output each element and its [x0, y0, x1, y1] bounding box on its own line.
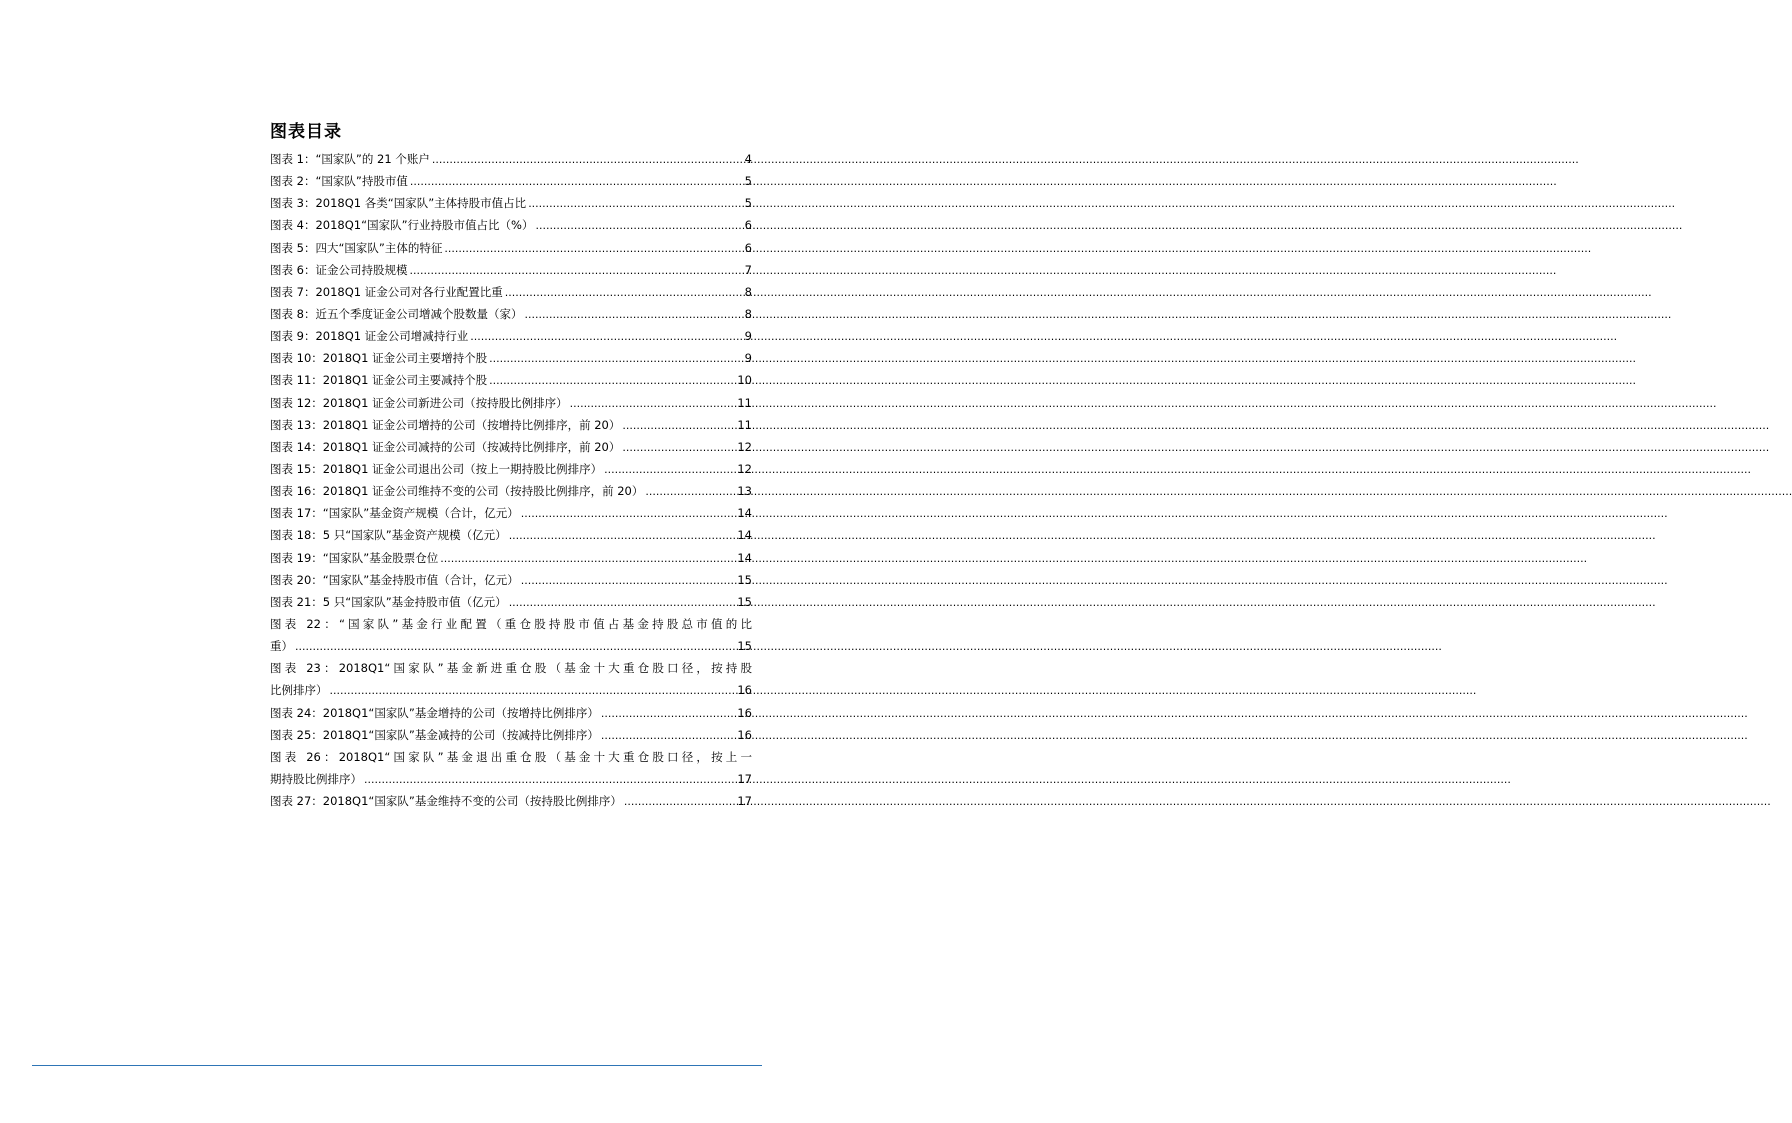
toc-leader — [410, 170, 743, 193]
toc-entry-page: 12 — [737, 439, 752, 454]
toc-entry-page: 5 — [744, 196, 752, 211]
toc-entry-label: 图表 18：5 只“国家队”基金资产规模（亿元） — [270, 528, 507, 543]
toc-entry-page: 5 — [744, 174, 752, 189]
toc-entry[interactable] — [270, 214, 752, 236]
toc-leader — [601, 724, 736, 747]
toc-entry-page: 9 — [744, 329, 752, 344]
toc-leader — [524, 303, 742, 326]
toc-entry-label: 图表 11：2018Q1 证金公司主要减持个股 — [270, 373, 488, 388]
toc-entry-label: 图表 2：“国家队”持股市值 — [270, 174, 408, 189]
toc-entry[interactable] — [270, 591, 752, 613]
toc-entry[interactable] — [270, 170, 752, 192]
toc-entry-label: 图表 13：2018Q1 证金公司增持的公司（按增持比例排序，前 20） — [270, 417, 621, 432]
toc-entry[interactable] — [270, 458, 752, 480]
toc-leader — [601, 702, 736, 725]
toc-entry-page: 15 — [737, 639, 752, 654]
toc-entry[interactable] — [270, 347, 752, 369]
toc-entry-label: 图表 5：四大“国家队”主体的特征 — [270, 240, 443, 255]
toc-entry-page: 16 — [737, 705, 752, 720]
toc-entry-page: 12 — [737, 461, 752, 476]
toc-entry-page: 4 — [744, 152, 752, 166]
toc-entry[interactable] — [270, 369, 752, 391]
toc-entry-label: 图表 7：2018Q1 证金公司对各行业配置比重 — [270, 284, 503, 299]
toc-entry[interactable] — [270, 502, 752, 524]
toc-entry-page: 11 — [737, 417, 752, 432]
toc-entry-page: 6 — [744, 240, 752, 255]
toc-leader — [509, 591, 736, 614]
toc-entry-label: 图表 27：2018Q1“国家队”基金维持不变的公司（按持股比例排序） — [270, 794, 622, 809]
toc-entry[interactable] — [270, 436, 752, 458]
toc-leader — [440, 547, 735, 570]
toc-entry-label-continued: 重） — [270, 639, 293, 654]
toc-entry-page: 8 — [744, 306, 752, 321]
toc-entry-page: 14 — [737, 550, 752, 565]
toc-entry[interactable] — [270, 569, 752, 591]
toc-leader — [489, 347, 743, 370]
toc-entry-label: 图表 4：2018Q1“国家队”行业持股市值占比（%） — [270, 218, 534, 233]
toc-entry-page: 7 — [744, 262, 752, 277]
toc-entry-page: 15 — [737, 572, 752, 587]
toc-leader — [535, 214, 742, 237]
toc-entry-label: 图表 24：2018Q1“国家队”基金增持的公司（按增持比例排序） — [270, 705, 599, 720]
toc-leader — [645, 480, 735, 503]
footer-rule — [32, 1065, 762, 1066]
toc-entry[interactable] — [270, 414, 752, 436]
toc-entry[interactable] — [270, 148, 752, 170]
toc-entry[interactable] — [270, 325, 752, 347]
toc-entry-label: 图表 17：“国家队”基金资产规模（合计，亿元） — [270, 506, 519, 521]
toc-entry-label: 图表 3：2018Q1 各类“国家队”主体持股市值占比 — [270, 196, 527, 211]
toc-entry-label: 图表 19：“国家队”基金股票仓位 — [270, 550, 439, 565]
toc-entry-label-continued: 期持股比例排序） — [270, 771, 362, 786]
toc-entry[interactable] — [270, 192, 752, 214]
toc-entry-label: 图表 8：近五个季度证金公司增减个股数量（家） — [270, 306, 523, 321]
toc-leader — [570, 392, 736, 415]
toc-entry-label: 图表 20：“国家队”基金持股市值（合计，亿元） — [270, 572, 519, 587]
toc-leader — [624, 790, 736, 813]
toc-leader — [509, 524, 736, 547]
toc-entry-page: 17 — [737, 771, 752, 786]
toc-entry[interactable] — [270, 524, 752, 546]
toc-entry[interactable] — [270, 259, 752, 281]
toc-leader — [505, 281, 743, 304]
toc-leader — [489, 369, 735, 392]
toc-entry-page: 14 — [737, 506, 752, 521]
toc-entry[interactable] — [270, 303, 752, 325]
toc-entry[interactable] — [270, 281, 752, 303]
toc-leader — [622, 414, 735, 437]
toc-leader — [604, 458, 735, 481]
toc-entry[interactable] — [270, 237, 752, 259]
toc-entry-label: 图表 10：2018Q1 证金公司主要增持个股 — [270, 351, 488, 366]
toc-entry-label: 图表 6：证金公司持股规模 — [270, 262, 408, 277]
toc-entry-label: 图表 22：“国家队”基金行业配置（重仓股持股市值占基金持股总市值的比 — [270, 616, 752, 631]
toc-entry-label: 图表 25：2018Q1“国家队”基金减持的公司（按减持比例排序） — [270, 727, 599, 742]
toc-leader — [364, 768, 735, 791]
toc-entry-label: 图表 21：5 只“国家队”基金持股市值（亿元） — [270, 594, 507, 609]
toc-entry-label: 图表 16：2018Q1 证金公司维持不变的公司（按持股比例排序，前 20） — [270, 484, 644, 499]
toc-entry-page: 9 — [744, 351, 752, 366]
toc-entry[interactable] — [270, 724, 752, 746]
toc-leader — [432, 148, 743, 171]
toc-leader — [521, 569, 736, 592]
toc-entry[interactable] — [270, 702, 752, 724]
toc-entry-page: 11 — [737, 395, 752, 410]
toc-entry-page: 10 — [737, 373, 752, 388]
toc-entry-label: 图表 15：2018Q1 证金公司退出公司（按上一期持股比例排序） — [270, 461, 603, 476]
toc-entry-label: 图表 26：2018Q1“国家队”基金退出重仓股（基金十大重仓股口径，按上一 — [270, 749, 752, 764]
toc-entry-label: 图表 14：2018Q1 证金公司减持的公司（按减持比例排序，前 20） — [270, 439, 621, 454]
toc-list — [270, 148, 752, 812]
toc-leader — [330, 679, 736, 702]
toc-entry-label-continued: 比例排序） — [270, 683, 328, 698]
toc-leader — [444, 237, 742, 260]
toc-entry-page: 16 — [737, 683, 752, 698]
toc-leader — [521, 502, 736, 525]
toc-entry-page: 14 — [737, 528, 752, 543]
toc-entry-label: 图表 1：“国家队”的 21 个账户 — [270, 152, 430, 166]
toc-leader — [528, 192, 742, 215]
toc-entry-page: 17 — [737, 794, 752, 809]
toc-entry-label: 图表 12：2018Q1 证金公司新进公司（按持股比例排序） — [270, 395, 568, 410]
toc-entry-label: 图表 9：2018Q1 证金公司增减持行业 — [270, 329, 469, 344]
toc-leader — [622, 436, 735, 459]
toc-entry-page: 6 — [744, 218, 752, 233]
toc-entry[interactable] — [270, 547, 752, 569]
toc-entry-page: 8 — [744, 284, 752, 299]
toc-leader — [409, 259, 742, 282]
toc-entry-page: 15 — [737, 594, 752, 609]
toc-entry[interactable] — [270, 480, 752, 502]
toc-entry-wrapped[interactable] — [270, 746, 752, 790]
toc-entry-label: 图表 23：2018Q1“国家队”基金新进重仓股（基金十大重仓股口径，按持股 — [270, 661, 752, 676]
toc-entry[interactable] — [270, 790, 752, 812]
toc-leader — [295, 635, 735, 658]
toc-entry-page: 13 — [737, 484, 752, 499]
toc-entry-wrapped[interactable] — [270, 613, 752, 657]
toc-entry-page: 16 — [737, 727, 752, 742]
toc-leader — [470, 325, 742, 348]
toc-entry-wrapped[interactable] — [270, 657, 752, 701]
toc-title: 图表目录 — [270, 122, 342, 142]
toc-entry[interactable] — [270, 392, 752, 414]
